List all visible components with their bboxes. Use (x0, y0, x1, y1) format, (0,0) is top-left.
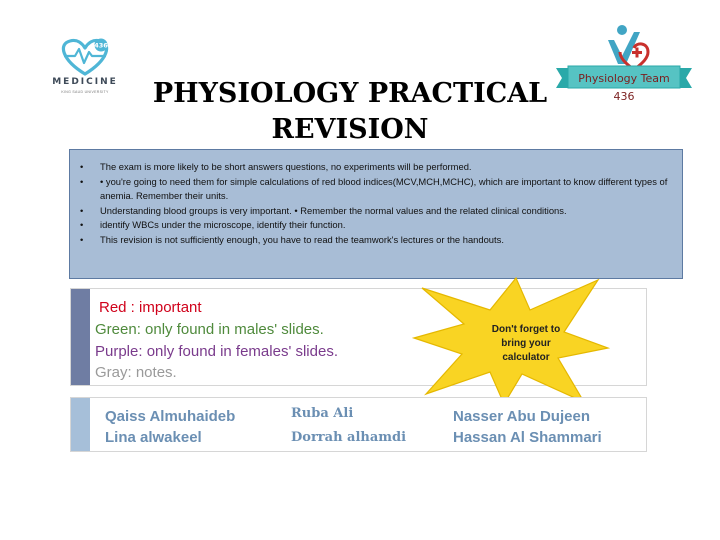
names-accent-bar (71, 398, 90, 451)
member-name: Lina alwakeel (105, 429, 202, 446)
team-figure-head (617, 25, 627, 35)
member-name: Qaiss Almuhaideb (105, 408, 236, 425)
note-item: • identify WBCs under the microscope, identify their function. (80, 218, 670, 233)
member-name: Hassan Al Shammari (453, 429, 602, 446)
member-name: Nasser Abu Dujeen (453, 408, 590, 425)
legend-gray: Gray: notes. (95, 364, 177, 381)
names-column-2 (291, 406, 406, 451)
note-item: • The exam is more likely to be short answers questions, no experiments will be performed. (80, 160, 670, 175)
legend-purple: Purple: only found in females' slides. (95, 343, 338, 360)
heart-pulse-icon (44, 36, 126, 78)
star-callout-text: Don't forget to bring your calculator (491, 324, 561, 363)
medicine-logo-subtitle: KING SAUD UNIVERSITY (61, 90, 109, 94)
note-item: • This revision is not sufficiently enough, you have to read the teamwork's lectures or the handouts. (80, 233, 670, 248)
notes-box (69, 149, 683, 279)
calculator-reminder-star (412, 276, 610, 406)
team-names-box (70, 397, 647, 452)
legend-red: Red : important (99, 299, 202, 316)
page-title: PHYSIOLOGY PRACTICAL REVISION (152, 78, 548, 145)
member-name: Ruba Ali (291, 406, 354, 421)
member-name: Dorrah alhamdi (291, 430, 407, 445)
note-item: • Understanding blood groups is very important. • Remember the normal values and the related clinical conditions. (80, 204, 670, 219)
notes-list (80, 160, 670, 248)
medicine-logo-number: 436 (94, 41, 108, 50)
legend-accent-bar (71, 289, 90, 385)
legend-green: Green: only found in males' slides. (95, 321, 324, 338)
team-logo-label: Physiology Team 436 (578, 72, 670, 103)
note-item: • • you're going to need them for simple calculations of red blood indices(MCV,MCH,MCHC), which are important to know different types of anemia. Remember their units. (80, 175, 670, 204)
names-column-1 (105, 408, 235, 450)
medicine-logo-word: MEDICINE (52, 77, 118, 87)
names-column-3 (453, 408, 602, 450)
medicine-logo (44, 36, 126, 104)
